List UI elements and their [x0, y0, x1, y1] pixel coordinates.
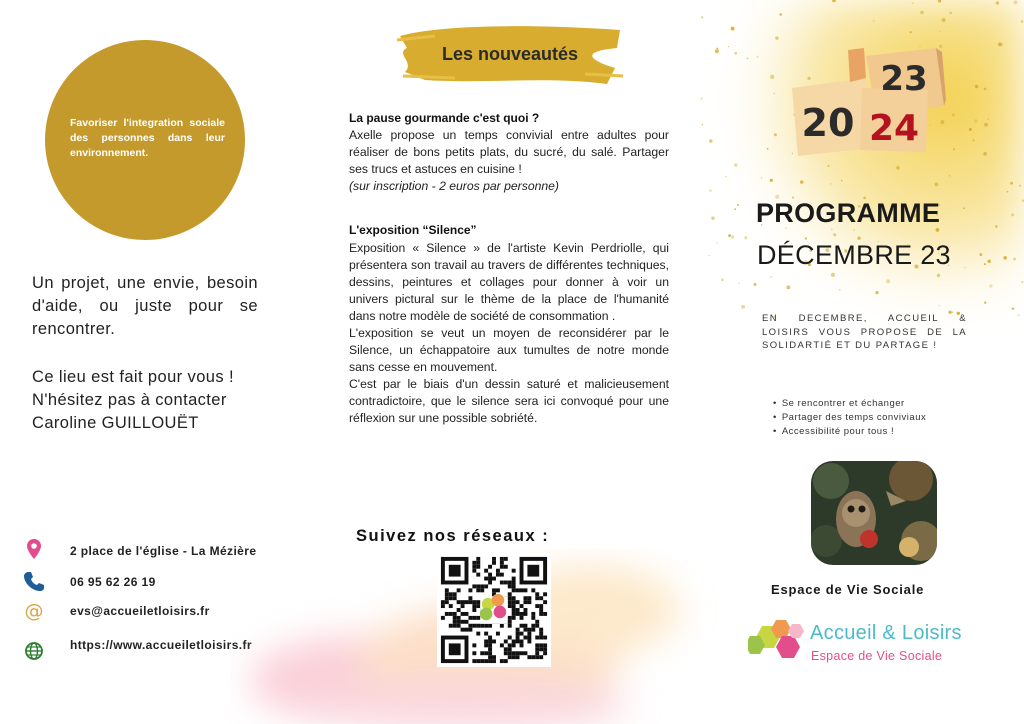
cube-left-number: 20 — [801, 101, 855, 145]
expo-heading: L'exposition “Silence” — [349, 223, 477, 237]
logo-subtitle: Espace de Vie Sociale — [811, 649, 943, 663]
list-item: • Partager des temps conviviaux — [773, 411, 926, 425]
year-cubes-illustration — [786, 48, 946, 158]
location-pin-icon — [22, 537, 46, 561]
expo-body — [349, 240, 669, 427]
programme-month: DÉCEMBRE 23 — [757, 240, 951, 270]
intro-text: EN DECEMBRE, ACCUEIL & LOISIRS VOUS PROPOSE DE LA SOLIDARTIÉ ET DU PARTAGE ! — [762, 313, 967, 351]
evs-label: Espace de Vie Sociale — [771, 582, 925, 597]
expo-paragraph-3: C'est par le biais d'un dessin saturé et malicieusement contradictoire, que le silence sera ici convoqué pour une réflexion sur une possible sobriété. — [349, 377, 669, 425]
cube-right-number: 24 — [868, 108, 920, 149]
svg-text:@: @ — [24, 600, 44, 622]
phone-icon — [22, 569, 46, 593]
pause-text: Axelle propose un temps convivial entre adultes pour réaliser de bons petits plats, du sucré, du salé. Partager ses trucs et astuces en cuisine ! — [349, 128, 669, 176]
cube-top-number: 23 — [880, 59, 928, 99]
expo-paragraph-1: Exposition « Silence » de l'artiste Kevin Perdriolle, qui présentera son travail au travers de différentes techniques, dessins, peintures et collages pour donner à voir un univers pictural sur le thème de la place de l'humanité dans notre modèle de société de consommation . — [349, 241, 669, 323]
email-link[interactable]: evs@accueiletloisirs.fr — [70, 604, 210, 618]
at-sign-icon — [22, 599, 46, 623]
list-item: • Se rencontrer et échanger — [773, 397, 926, 411]
phone-text[interactable]: 06 95 62 26 19 — [70, 575, 156, 589]
list-item: • Accessibilité pour tous ! — [773, 425, 926, 439]
pause-heading: La pause gourmande c'est quoi ? — [349, 111, 540, 125]
christmas-owl-photo — [811, 461, 937, 565]
circle-text: Favoriser l'integration sociale des personnes dans leur environnement. — [70, 117, 225, 159]
contact-invite: Ce lieu est fait pour vous ! N'hésitez pas à contacter Caroline GUILLOUËT — [32, 368, 234, 432]
highlights-list — [773, 397, 926, 439]
globe-icon — [22, 639, 46, 663]
lead-text: Un projet, une envie, besoin d'aide, ou juste pour se rencontrer. — [32, 274, 258, 338]
pause-body — [349, 127, 669, 195]
qr-code[interactable] — [437, 553, 551, 667]
expo-paragraph-2: L'exposition se veut un moyen de reconsidérer par le Silence, un échappatoire aux tumultes de notre monde sans cesse en mouvement. — [349, 326, 669, 374]
pause-note: (sur inscription - 2 euros par personne) — [349, 179, 559, 193]
address-text: 2 place de l'église - La Mézière — [70, 544, 257, 558]
accueil-loisirs-logo — [748, 616, 808, 666]
logo-name: Accueil & Loisirs — [810, 622, 962, 644]
website-link[interactable]: https://www.accueiletloisirs.fr — [70, 638, 252, 652]
social-heading: Suivez nos réseaux : — [356, 527, 550, 545]
news-title: Les nouveautés — [441, 44, 579, 64]
programme-title: PROGRAMME — [756, 198, 941, 228]
